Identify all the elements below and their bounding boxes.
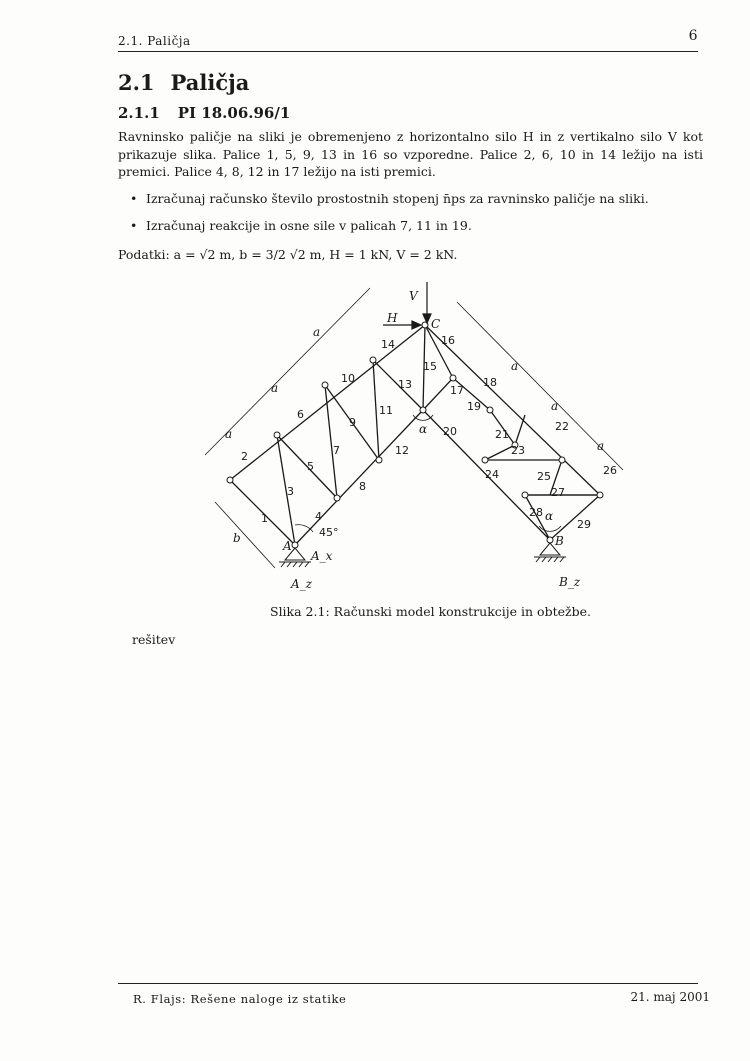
joint-B xyxy=(547,537,553,543)
joint xyxy=(227,477,233,483)
bar-label: 14 xyxy=(381,338,395,351)
footer-author: R. Flajs: Rešene naloge iz statike xyxy=(133,992,347,1006)
bar-label: 24 xyxy=(485,468,499,481)
bar-label: 19 xyxy=(467,400,481,413)
bar-label: 18 xyxy=(483,376,497,389)
dim-label-b: b xyxy=(233,531,241,545)
footer-rule xyxy=(118,983,698,984)
bar-label: 21 xyxy=(495,428,509,441)
bar-label: 25 xyxy=(537,470,551,483)
bar xyxy=(515,415,525,445)
figure-caption: Slika 2.1: Računski model konstrukcije in obtežbe. xyxy=(270,604,591,619)
bar-label: 20 xyxy=(443,425,457,438)
bar-label: 29 xyxy=(577,518,591,531)
joint xyxy=(376,457,382,463)
bar-label: 17 xyxy=(450,384,464,397)
subsection-title-text: PI 18.06.96/1 xyxy=(177,104,291,122)
bar xyxy=(423,378,453,410)
joint xyxy=(522,492,528,498)
reaction-label-Bz: B_z xyxy=(559,575,581,589)
task-list xyxy=(130,190,700,244)
problem-paragraph: Ravninsko paličje na sliki je obremenjeno z horizontalno silo H in z vertikalno silo V kot prikazuje slika. Palice 1, 5, 9, 13 in 16 so vzporedne. Palice 2, 6, 10 in 14 ležijo na isti premici. Palice 4, 8, 12 in 17 ležijo na isti premici. xyxy=(118,129,703,179)
joint xyxy=(274,432,280,438)
reaction-label-Az: A_z xyxy=(291,577,312,591)
joint xyxy=(559,457,565,463)
joint xyxy=(482,457,488,463)
joint xyxy=(450,375,456,381)
bar-label: 9 xyxy=(349,416,356,429)
bar xyxy=(295,410,423,545)
section-number: 2.1 xyxy=(118,70,155,95)
section-title xyxy=(118,70,249,95)
section-title-text: Paličja xyxy=(170,70,250,95)
given-data: Podatki: a = √2 m, b = 3/2 √2 m, H = 1 kN, V = 2 kN. xyxy=(118,247,458,262)
running-header xyxy=(118,28,698,48)
alpha-label: α xyxy=(419,422,428,436)
load-label-H: H xyxy=(387,311,398,325)
bar-label: 13 xyxy=(398,378,412,391)
bar-labels xyxy=(241,334,617,531)
bar-label: 7 xyxy=(333,444,340,457)
joint xyxy=(322,382,328,388)
bar-label: 26 xyxy=(603,464,617,477)
dim-label-a: a xyxy=(551,399,559,413)
joint xyxy=(597,492,603,498)
bar-label: 3 xyxy=(287,485,294,498)
joint-label-C: C xyxy=(431,317,441,331)
bar-label: 1 xyxy=(261,512,268,525)
joint-label-A: A xyxy=(283,539,292,553)
load-label-V: V xyxy=(409,289,418,303)
bar-label: 12 xyxy=(395,444,409,457)
subsection-number: 2.1.1 xyxy=(118,104,160,122)
header-rule xyxy=(118,51,698,52)
joint xyxy=(370,357,376,363)
bar-label: 27 xyxy=(551,486,565,499)
task-item: • Izračunaj računsko število prostostnih stopenj n̄ps za ravninsko paličje na sliki. xyxy=(130,190,700,207)
joint-A xyxy=(292,542,298,548)
bar-label: 15 xyxy=(423,360,437,373)
running-header-section: 2.1. Paličja xyxy=(118,34,191,48)
footer-date: 21. maj 2001 xyxy=(630,990,710,1004)
bar-label: 4 xyxy=(315,510,322,523)
subsection-title xyxy=(118,104,290,122)
bar-label: 23 xyxy=(511,444,525,457)
dim-label-a: a xyxy=(597,439,605,453)
dim-label-a: a xyxy=(271,381,279,395)
dim-label-a: a xyxy=(313,325,321,339)
bar xyxy=(325,385,337,498)
reaction-label-Ax: A_x xyxy=(311,549,333,563)
angle-label: 45° xyxy=(319,526,339,539)
bar-label: 11 xyxy=(379,404,393,417)
bar-label: 22 xyxy=(555,420,569,433)
bar-label: 16 xyxy=(441,334,455,347)
bar-label: 6 xyxy=(297,408,304,421)
dim-label-a: a xyxy=(511,359,519,373)
bar xyxy=(425,325,600,495)
dim-label-a: a xyxy=(225,427,233,441)
joint xyxy=(487,407,493,413)
joint xyxy=(334,495,340,501)
bar-label: 28 xyxy=(529,506,543,519)
bar-label: 2 xyxy=(241,450,248,463)
bar-label: 10 xyxy=(341,372,355,385)
task-item: • Izračunaj reakcije in osne sile v palicah 7, 11 in 19. xyxy=(130,217,700,234)
joint xyxy=(420,407,426,413)
joint-label-B: B xyxy=(555,534,564,548)
bar-label: 5 xyxy=(307,460,314,473)
solution-label: rešitev xyxy=(132,632,176,647)
page-number: 6 xyxy=(688,28,698,44)
load-H-head xyxy=(412,321,421,329)
truss-figure xyxy=(195,270,635,600)
alpha-label: α xyxy=(545,509,554,523)
bar-label: 8 xyxy=(359,480,366,493)
